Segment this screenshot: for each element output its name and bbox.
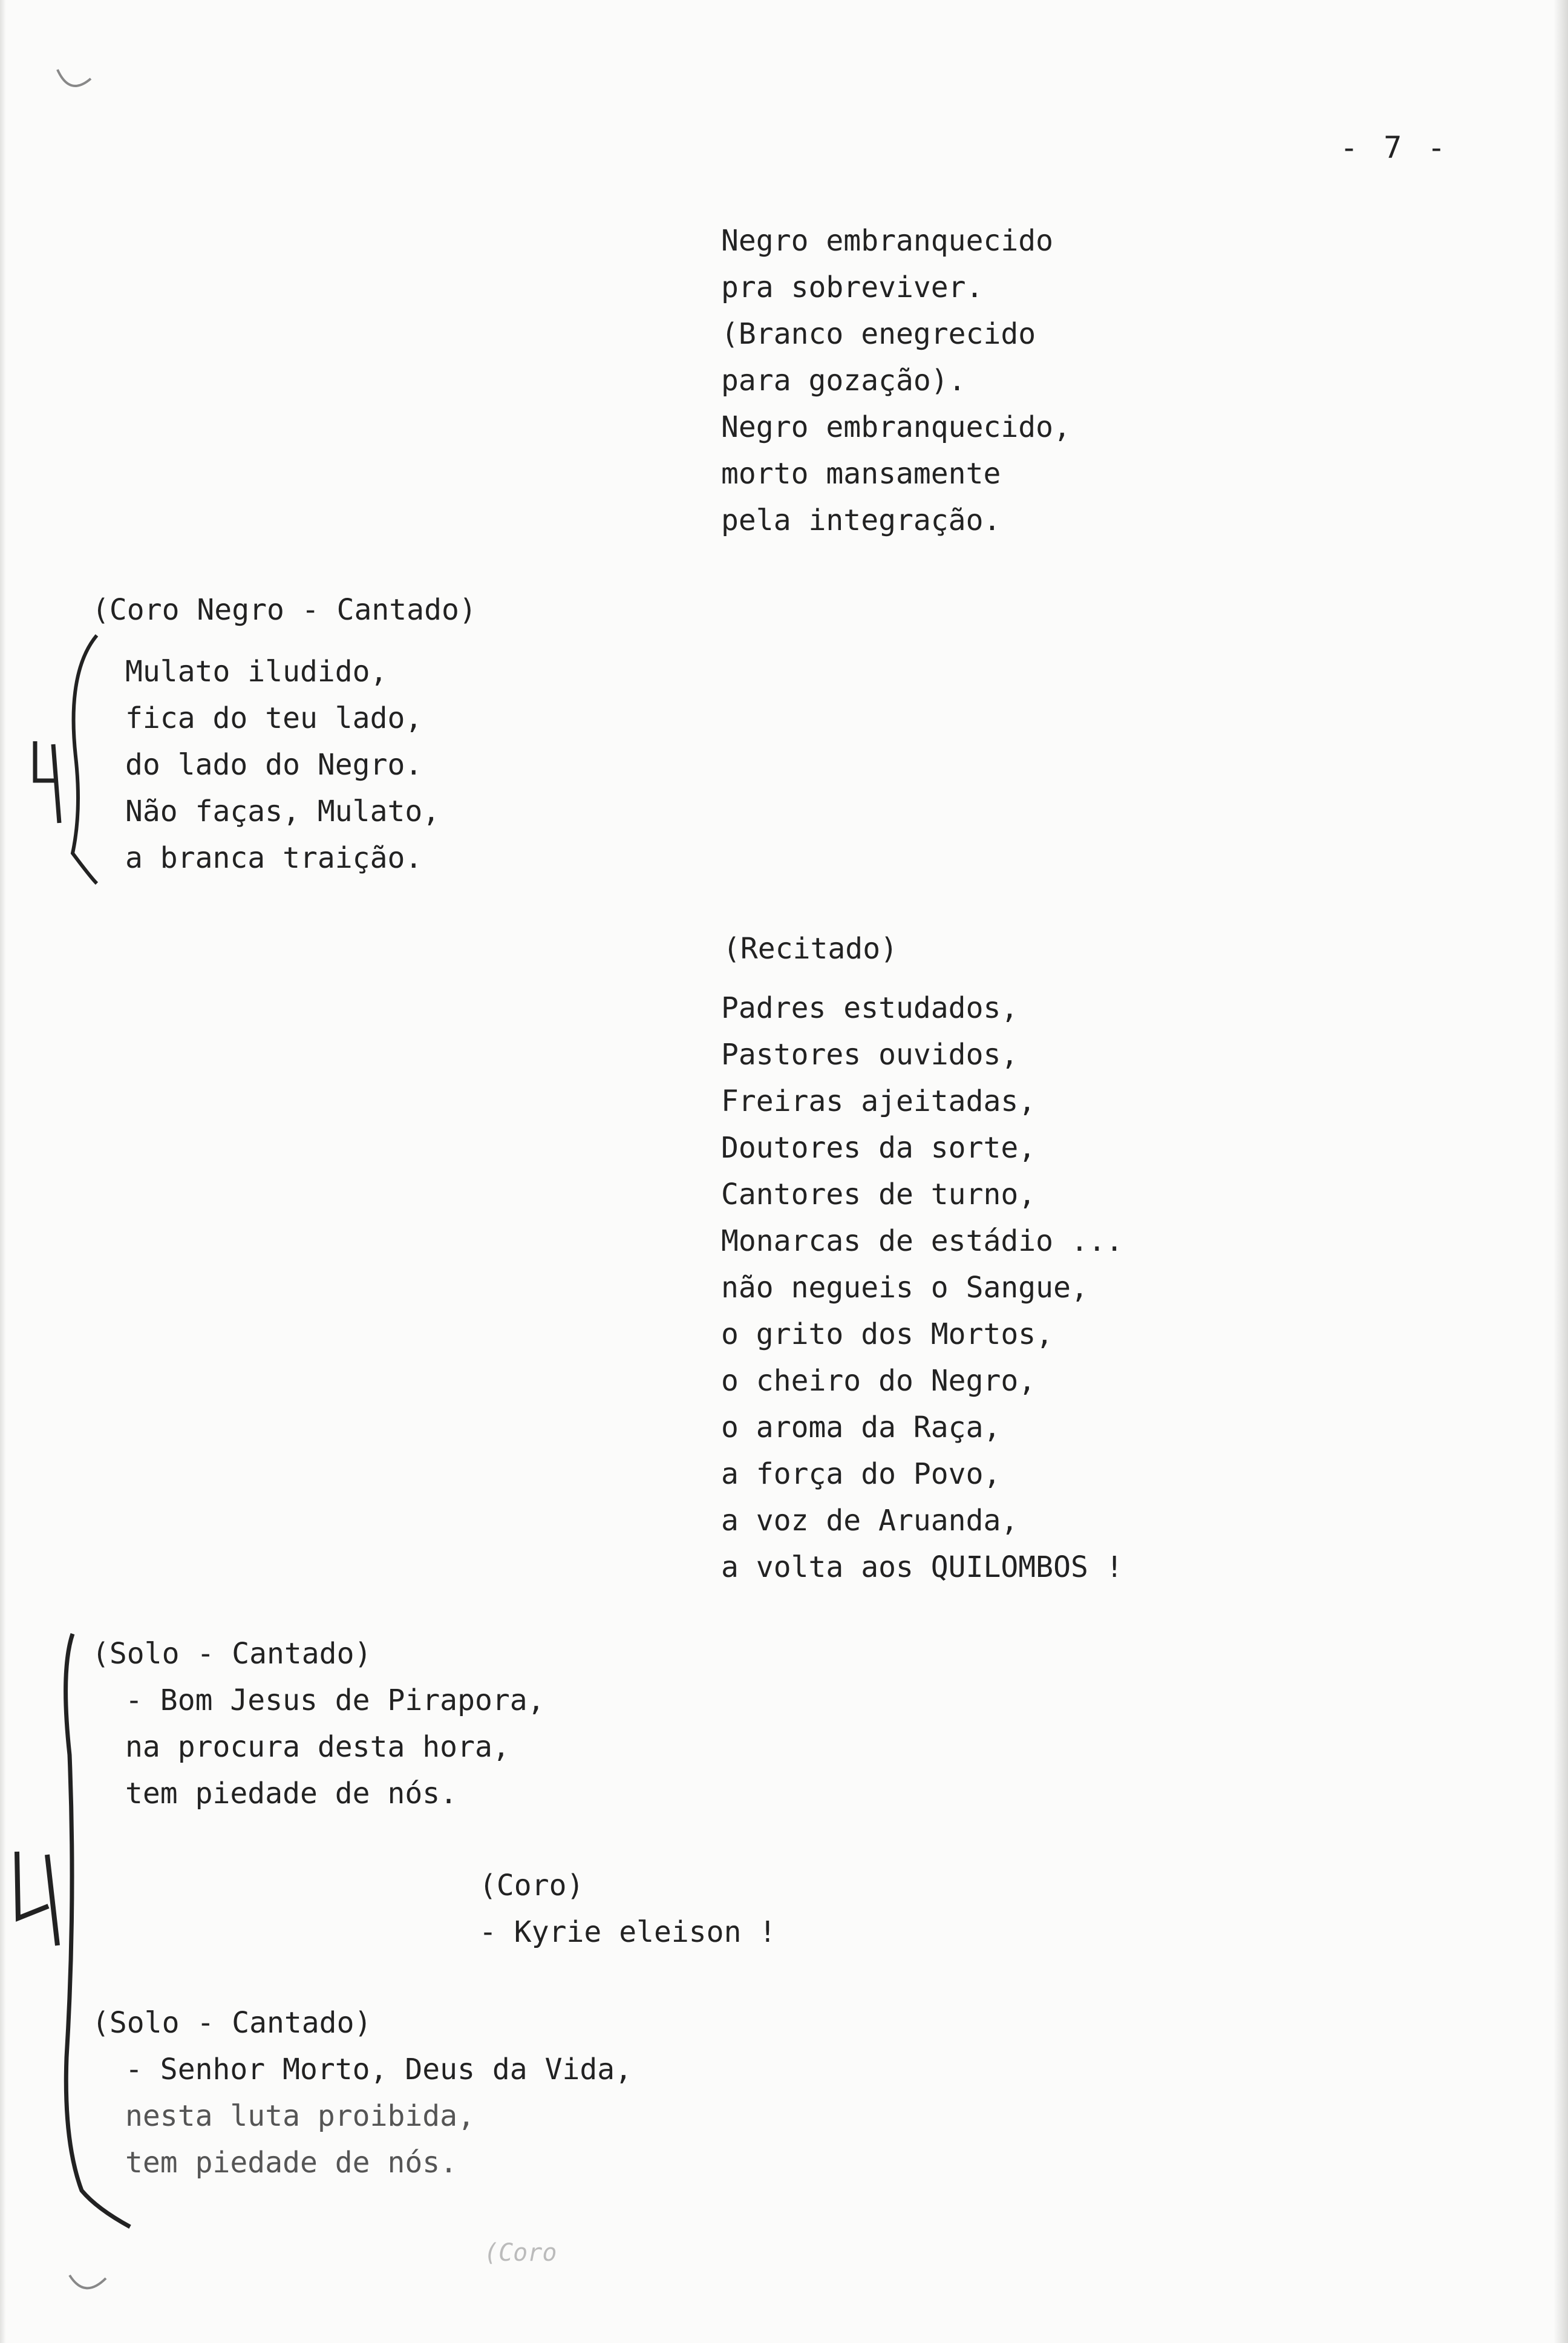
lyric-line: Não faças, Mulato, — [125, 795, 440, 828]
lyric-line: na procura desta hora, — [125, 1730, 510, 1764]
recited-line: a voz de Aruanda, — [721, 1504, 1019, 1538]
recitado-section — [721, 985, 1123, 1591]
margin-note-4-lower-icon — [17, 1852, 57, 1945]
stanza-line: morto mansamente — [721, 457, 1001, 491]
lyric-line: nesta luta proibida, — [125, 2099, 475, 2133]
lyric-line: fica do teu lado, — [125, 701, 423, 735]
recited-line: o grito dos Mortos, — [721, 1317, 1054, 1351]
stanza-line: Negro embranquecido, — [721, 410, 1071, 444]
recited-line: não negueis o Sangue, — [721, 1271, 1088, 1305]
stage-direction: (Coro Negro - Cantado) — [92, 593, 477, 627]
punch-hole-bottom-icon — [70, 2275, 106, 2288]
stanza-line: Negro embranquecido — [721, 224, 1054, 258]
recited-line: Freiras ajeitadas, — [721, 1084, 1036, 1118]
page-number: - 7 - — [1340, 130, 1449, 165]
margin-note-4-upper-icon — [35, 741, 59, 823]
stanza-line: pela integração. — [721, 503, 1001, 537]
lyric-line: - Senhor Morto, Deus da Vida, — [125, 2053, 633, 2086]
coro-section — [479, 1863, 776, 1956]
lyric-line: - Kyrie eleison ! — [479, 1915, 777, 1949]
footer-fragment: (Coro — [484, 2239, 557, 2267]
stanza-line: pra sobreviver. — [721, 270, 984, 304]
solo-2-section — [92, 2000, 632, 2186]
stanza-line: (Branco enegrecido — [721, 317, 1036, 351]
stage-direction: (Recitado) — [723, 932, 898, 966]
coro-negro-section — [92, 587, 477, 882]
lyric-line: a branca traição. — [125, 841, 423, 875]
lyric-line: - Bom Jesus de Pirapora, — [125, 1683, 545, 1717]
stage-direction: (Solo - Cantado) — [92, 2006, 372, 2040]
recited-line: Pastores ouvidos, — [721, 1038, 1019, 1072]
recited-line: a volta aos QUILOMBOS ! — [721, 1550, 1123, 1584]
recitado-heading — [723, 926, 898, 972]
recited-line: o aroma da Raça, — [721, 1411, 1001, 1444]
stanza-line: para gozação). — [721, 364, 966, 398]
lyric-line: tem piedade de nós. — [125, 1777, 458, 1810]
recited-line: Monarcas de estádio ... — [721, 1224, 1123, 1258]
recited-line: Doutores da sorte, — [721, 1131, 1036, 1165]
negro-stanza — [721, 218, 1071, 544]
recited-line: Padres estudados, — [721, 991, 1019, 1025]
lyric-line: do lado do Negro. — [125, 748, 423, 782]
punch-hole-top-icon — [57, 70, 91, 86]
recited-line: a força do Povo, — [721, 1457, 1001, 1491]
recited-line: Cantores de turno, — [721, 1178, 1036, 1211]
lyric-line: tem piedade de nós. — [125, 2146, 458, 2180]
lyric-line: Mulato iludido, — [125, 655, 388, 689]
stage-direction: (Coro) — [479, 1869, 584, 1902]
recited-line: o cheiro do Negro, — [721, 1364, 1036, 1398]
stage-direction: (Solo - Cantado) — [92, 1637, 372, 1671]
solo-1-section — [92, 1631, 545, 1817]
